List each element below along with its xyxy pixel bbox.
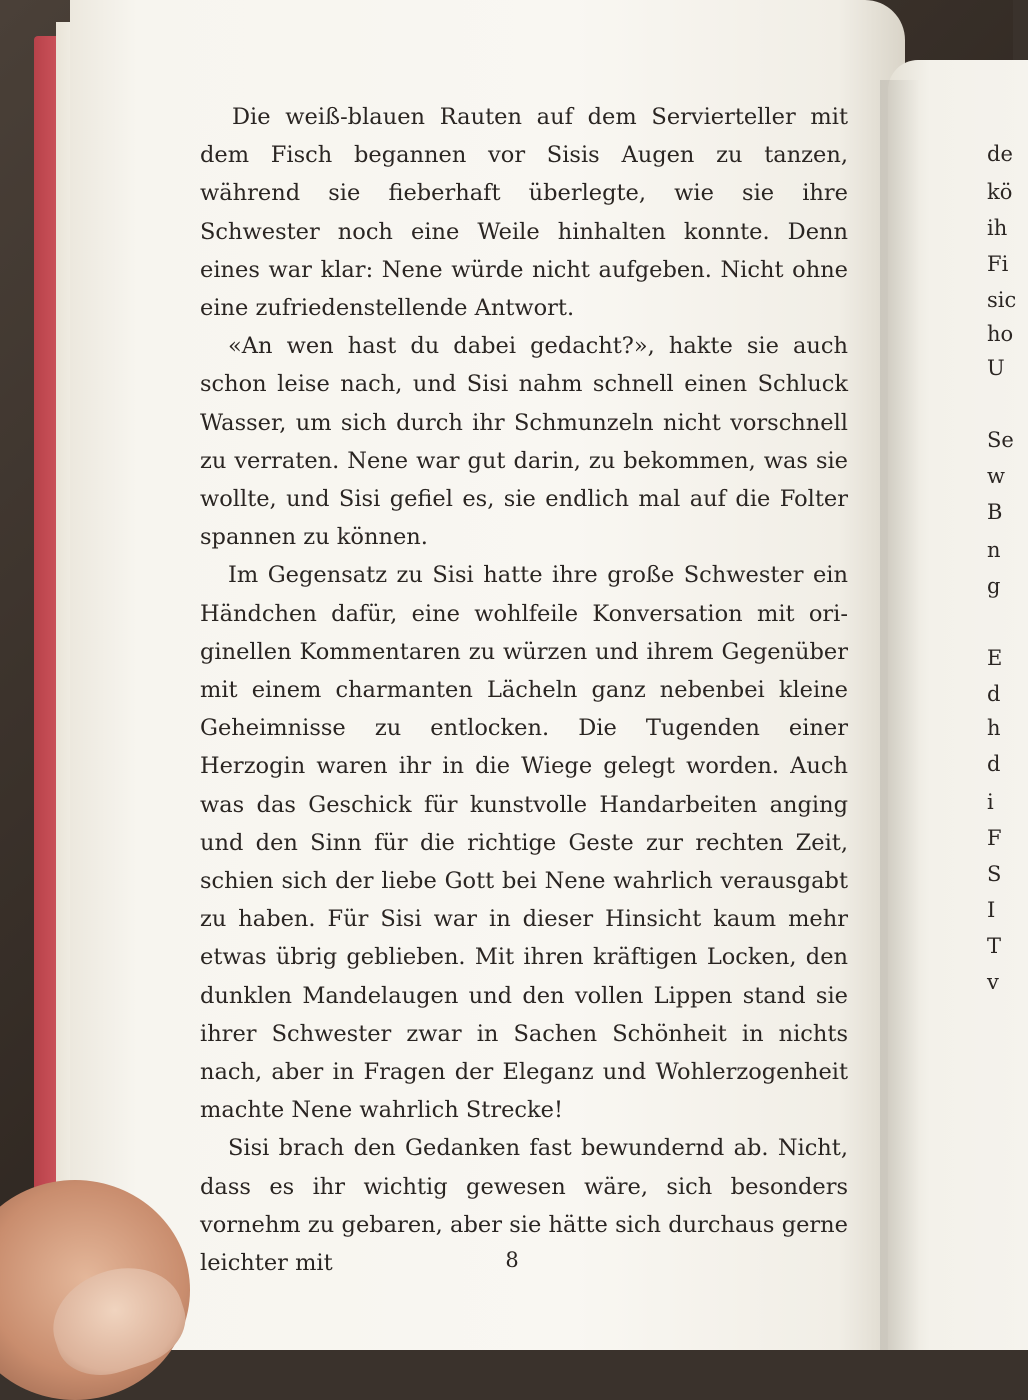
right-page-fragment: sic — [987, 288, 1017, 312]
right-page-fragment: kö — [987, 180, 1013, 204]
right-page-fragment: B — [987, 500, 1003, 524]
paragraph-1: Die weiß-blauen Rauten auf dem Servierteller mit dem Fisch begannen vor Sisis Augen zu tanzen, während sie fieberhaft überlegte, wie sie ihre Schwester noch eine Weile hinhalten konnte. Denn eines war klar: Nene würde nicht aufgeben. Nicht ohne eine zufriedenstellende Antwort. — [200, 104, 848, 322]
right-page-fragment: T — [987, 934, 1002, 958]
right-page-fragment: d — [987, 752, 1001, 776]
right-page-fragment: E — [987, 646, 1003, 670]
right-page-fragment: n — [987, 538, 1001, 562]
paragraph-4: Sisi brach den Gedanken fast bewundernd ab. Nicht, dass es ihr wichtig gewesen wäre, sich besonders vornehm zu gebaren, aber sie hätte sich durchaus gerne leichter mit — [200, 1135, 848, 1277]
right-page-fragment: ho — [987, 322, 1014, 346]
book-gutter — [880, 80, 920, 1350]
right-page-fragment: F — [987, 826, 1002, 850]
paragraph-3: Im Gegensatz zu Sisi hatte ihre große Schwester ein Händchen dafür, eine wohlfeile Konversation mit originellen Kommentaren zu würzen und ihrem Gegenüber mit einem charmanten Lächeln ganz nebenbei kleine Geheimnisse zu entlocken. Die Tugenden einer Herzogin waren ihr in die Wiege gelegt worden. Auch was das Geschick für kunstvolle Handarbeiten anging und den Sinn für die richtige Geste zur rechten Zeit, schien sich der liebe Gott bei Nene wahrlich verausgabt zu haben. Für Sisi war in dieser Hinsicht kaum mehr etwas übrig geblieben. Mit ihren kräftigen Locken, den dunklen Mandelaugen und den vollen Lippen stand sie ihrer Schwester zwar in Sachen Schönheit in nichts nach, aber in Fragen der Eleganz und Wohlerzogenheit machte Nene wahrlich Strecke! — [200, 562, 848, 1124]
right-page-fragment: d — [987, 682, 1001, 706]
right-page-fragment: de — [987, 142, 1013, 166]
right-page-fragment: Fi — [987, 252, 1009, 276]
page-number: 8 — [505, 1248, 519, 1272]
right-page-fragment: w — [987, 464, 1005, 488]
right-page-fragment: ih — [987, 216, 1008, 240]
right-page-fragment: I — [987, 898, 996, 922]
right-page-fragment: S — [987, 862, 1002, 886]
right-page-fragment: i — [987, 790, 994, 814]
right-page-fragment: U — [987, 356, 1005, 380]
paragraph-2: «An wen hast du dabei gedacht?», hakte sie auch schon leise nach, und Sisi nahm schnell einen Schluck Wasser, um sich durch ihr Schmunzeln nicht vorschnell zu verraten. Nene war gut darin, zu bekommen, was sie wollte, und Sisi gefiel es, sie endlich mal auf die Folter spannen zu können. — [200, 333, 848, 551]
right-page-fragment: Se — [987, 428, 1014, 452]
page-text — [200, 98, 848, 1282]
right-page-fragment: v — [987, 970, 999, 994]
right-page-fragment: g — [987, 574, 1001, 598]
right-page-fragment: h — [987, 716, 1001, 740]
